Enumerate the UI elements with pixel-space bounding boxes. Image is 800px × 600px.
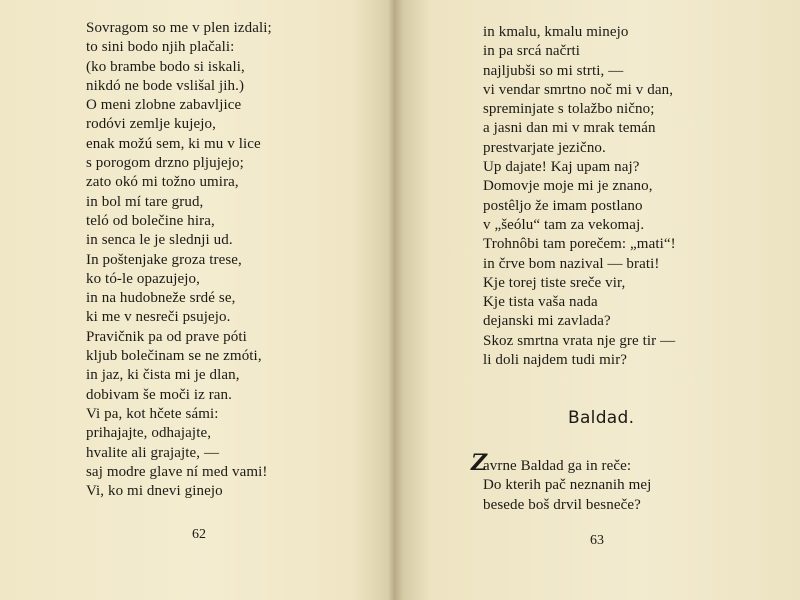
poem-line: dejanski mi zavlada?: [483, 313, 611, 330]
poem-line: nikdó ne bode vslišal jih.): [86, 77, 245, 94]
left-page: [0, 0, 390, 600]
poem-line: (ko brambe bodo si iskali,: [86, 58, 245, 75]
poem-line: s porogom drzno pljujejo;: [86, 155, 244, 172]
poem-line: Up dajate! Kaj upam naj?: [483, 159, 640, 176]
poem-line: v „šeólu“ tam za vekomaj.: [483, 216, 645, 233]
poem-line: in jaz, ki čista mi je dlan,: [86, 367, 240, 384]
poem-line: Sovragom so me v plen izdali;: [86, 20, 272, 36]
poem-line: in bol mí tare grud,: [86, 193, 204, 210]
poem-line: dobivam še moči iz ran.: [86, 386, 233, 403]
right-page-number: 63: [590, 533, 604, 548]
poem-line: O meni zlobne zabavljice: [86, 97, 242, 114]
poem-line: vi vendar smrtno noč mi v dan,: [483, 81, 674, 98]
poem-line: besede boš drvil besneče?: [483, 496, 641, 513]
poem-line: in kmalu, kmalu minejo: [483, 24, 629, 40]
poem-line: in senca le je slednji ud.: [86, 232, 233, 249]
poem-line: avrne Baldad ga in reče:: [483, 458, 632, 474]
poem-line: Skoz smrtna vrata nje gre tir —: [483, 332, 676, 349]
left-page-number: 62: [192, 527, 206, 542]
poem-line: Domovje moje mi je znano,: [483, 178, 653, 195]
poem-line: postêljo že imam postlano: [483, 197, 643, 214]
poem-line: li doli najdem tudi mir?: [483, 352, 628, 369]
right-section-text: [483, 457, 651, 515]
poem-line: to sini bodo njih plačali:: [86, 39, 235, 56]
poem-line: ki me v nesreči psujejo.: [86, 309, 231, 326]
poem-line: in pa srcá načrti: [483, 43, 581, 60]
poem-line: Kje tista vaša nada: [483, 294, 598, 311]
poem-line: spreminjate s tolažbo nično;: [483, 101, 655, 118]
poem-line: najljubši so mi strti, —: [483, 62, 624, 79]
poem-line: Vi, ko mi dnevi ginejo: [86, 483, 223, 500]
poem-line: Kje torej tiste sreče vir,: [483, 274, 626, 291]
poem-line: prestvarjate jezično.: [483, 139, 606, 156]
right-page: [390, 0, 800, 600]
poem-line: teló od bolečine hira,: [86, 212, 215, 229]
poem-line: kljub bolečinam se ne zmóti,: [86, 348, 262, 365]
right-poem-text: [483, 23, 676, 370]
poem-line: Do kterih pač neznanih mej: [483, 477, 652, 494]
poem-line: saj modre glave ní med vami!: [86, 463, 268, 480]
poem-line: prihajajte, odhajajte,: [86, 425, 212, 442]
poem-line: enak možú sem, ki mu v lice: [86, 135, 261, 152]
poem-line: ko tó-le opazujejo,: [86, 270, 200, 287]
poem-line: zato okó mi tožno umira,: [86, 174, 239, 191]
left-poem-text: [86, 19, 272, 501]
poem-line: In poštenjake groza trese,: [86, 251, 242, 268]
poem-line: in črve bom nazival — brati!: [483, 255, 660, 272]
drop-cap-letter: Z: [471, 450, 488, 476]
poem-line: Trohnôbi tam porečem: „mati“!: [483, 236, 676, 253]
poem-line: a jasni dan mi v mrak temán: [483, 120, 656, 137]
poem-line: in na hudobneže srdé se,: [86, 290, 236, 307]
poem-line: rodóvi zemlje kujejo,: [86, 116, 216, 133]
poem-line: Vi pa, kot hčete sámi:: [86, 405, 219, 422]
section-heading: Baldad.: [568, 408, 635, 428]
poem-line: hvalite ali grajajte, —: [86, 444, 220, 461]
poem-line: Pravičnik pa od prave póti: [86, 328, 247, 345]
